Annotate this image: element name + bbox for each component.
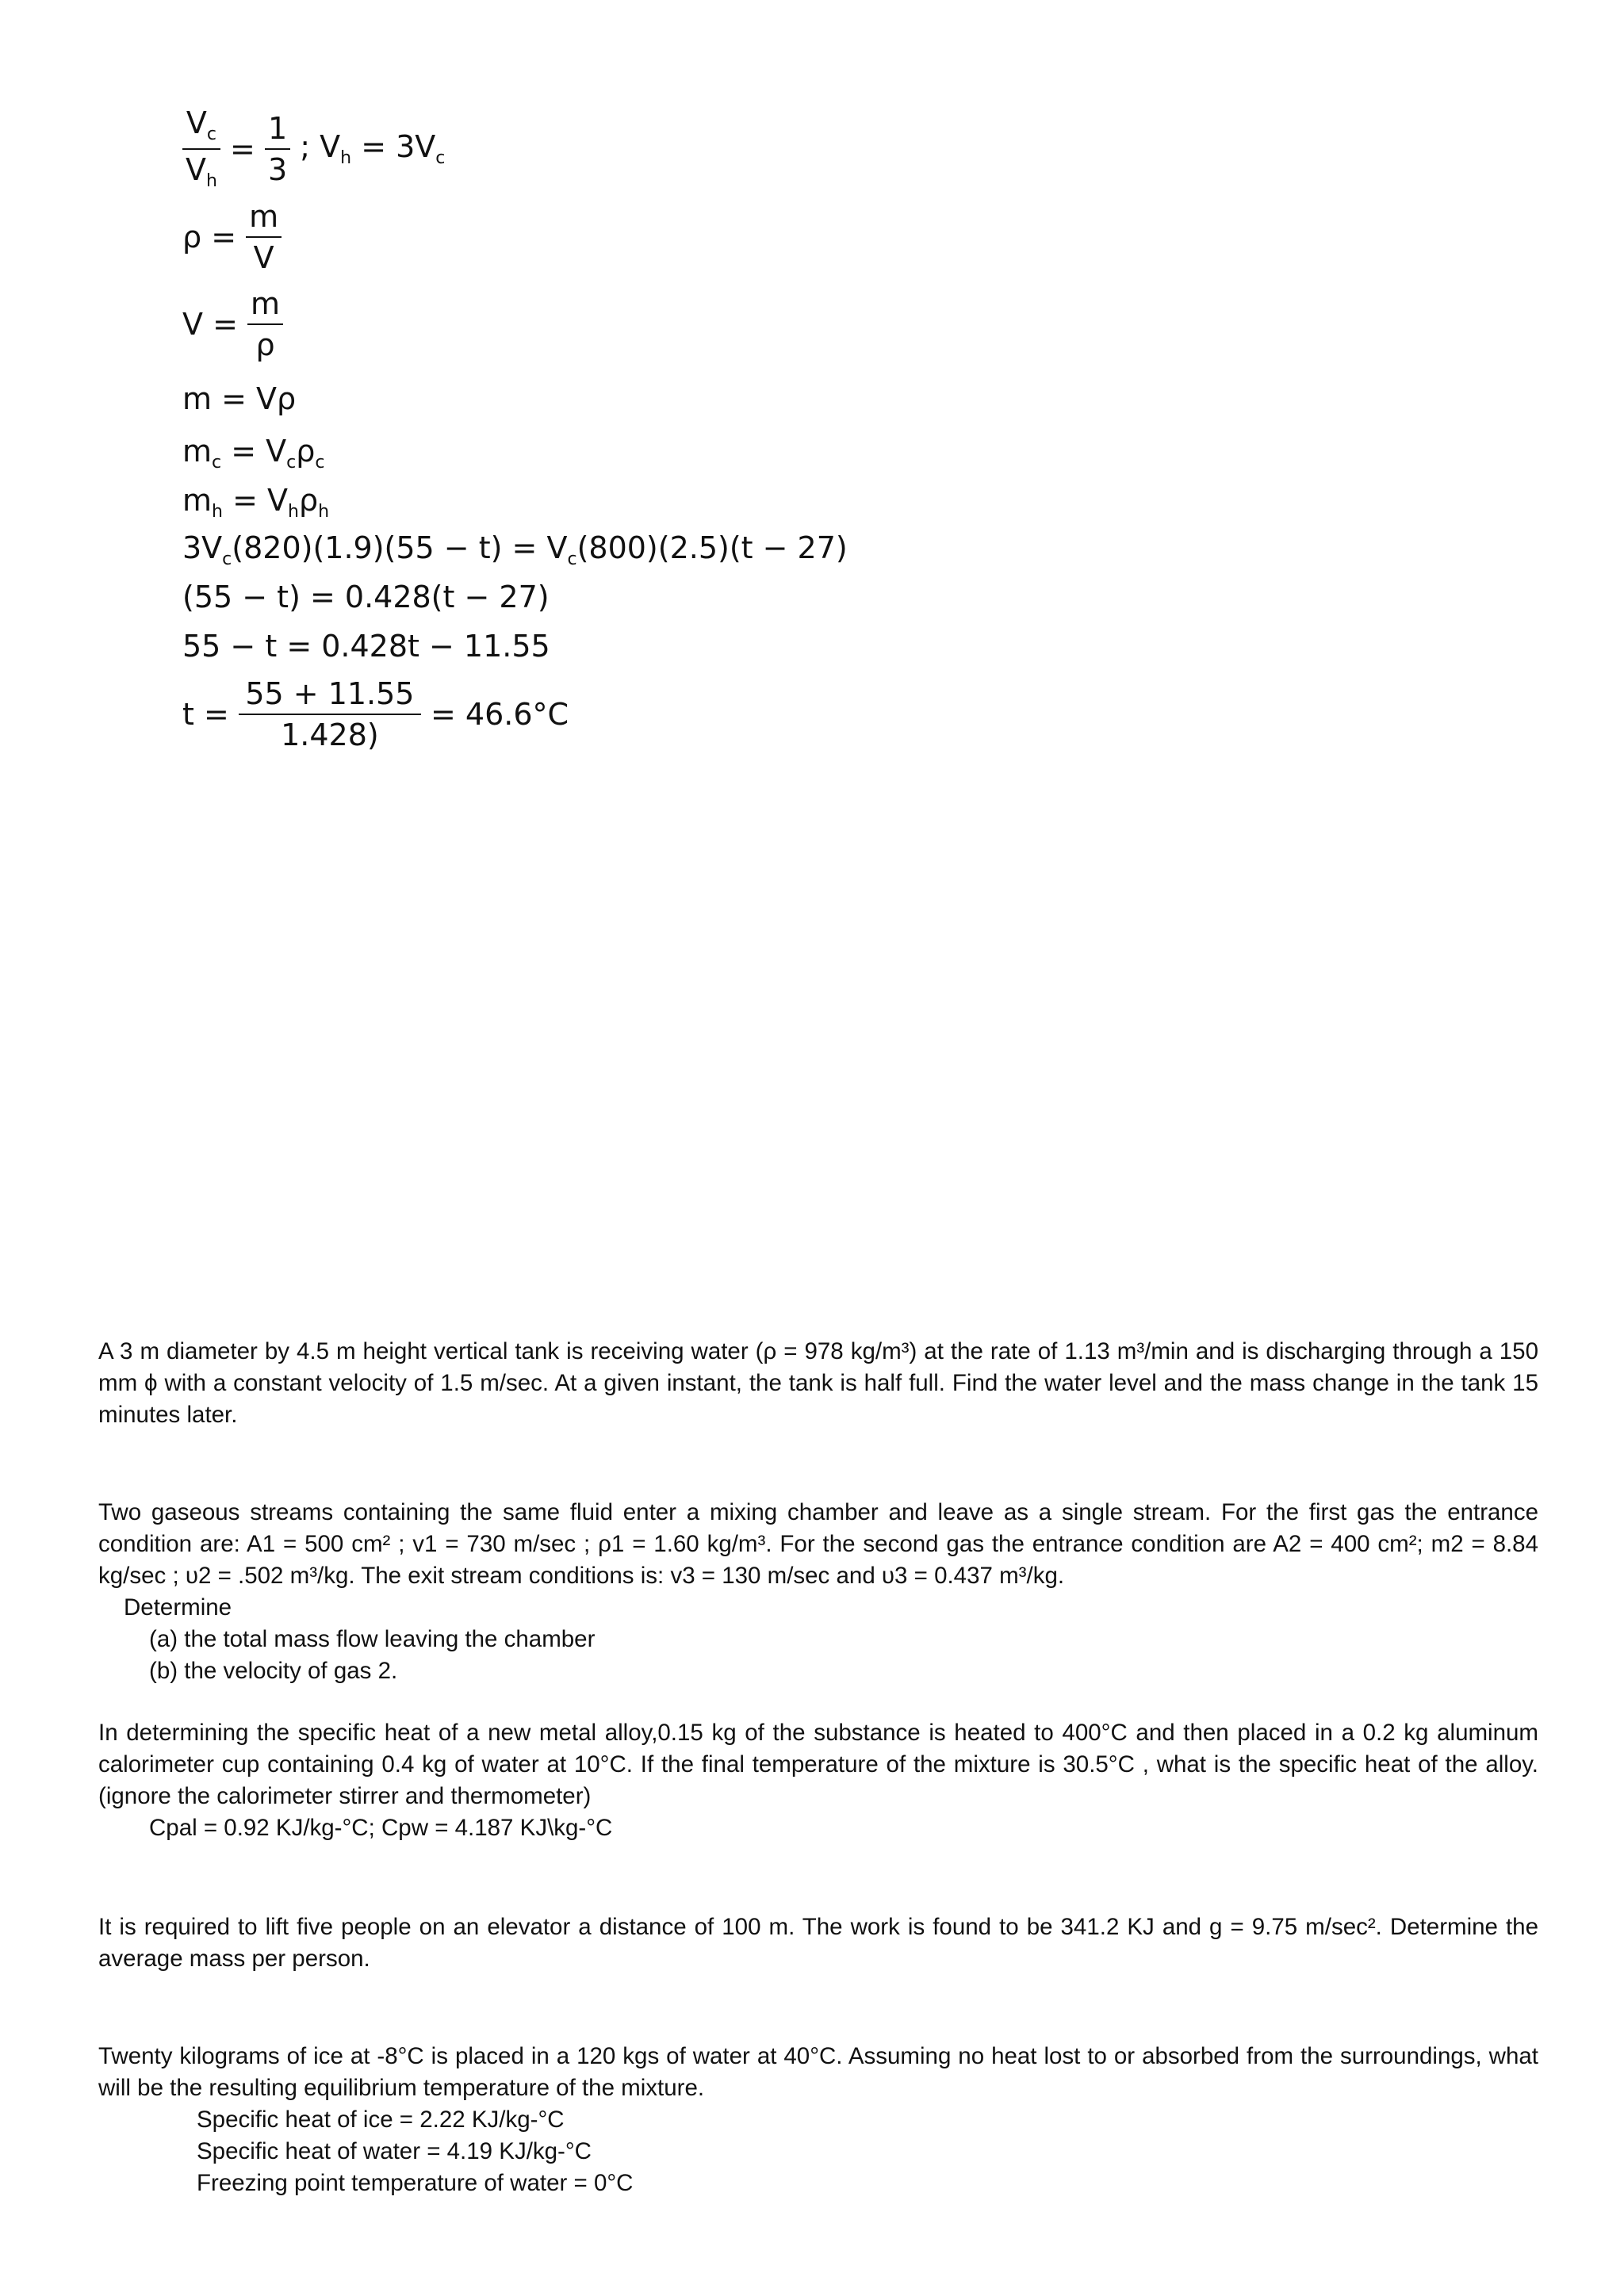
equation-heat-balance: $3V_c(820)(1.9)(55 - t) = V_c(800)(2.5)(t - 27)$	[182, 530, 848, 569]
problem-specific-heat	[98, 1717, 1538, 1844]
equation-density: ρ = $\frac{m}{V}$	[182, 201, 282, 273]
problem-mixing-text: Two gaseous streams containing the same fluid enter a mixing chamber and leave as a single stream. For the first gas the entrance condition are: A1 = 500 cm² ; v1 = 730 m/sec ; ρ1 = 1.60 kg/m³. For the second gas the entrance condition are A2 = 400 cm²; m2 = 8.84 kg/sec ; υ2 = .502 m³/kg. The exit stream conditions is: v3 = 130 m/sec and υ3 = 0.437 m³/kg.	[98, 1499, 1538, 1589]
equation-volume-ratio: $\frac{V_c}{V_h}$ = $\frac{1}{3}$ ; $V_h = 3V_c$	[182, 108, 445, 190]
problem-ice-water-text: Twenty kilograms of ice at -8°C is placed in a 120 kgs of water at 40°C. Assuming no heat lost to or absorbed from the surroundings, what will be the resulting equilibrium temperature of the mixture.	[98, 2043, 1538, 2101]
problem-tank	[98, 1336, 1538, 1431]
problem-ice-given-2: Specific heat of water = 4.19 KJ/kg-°C	[197, 2138, 592, 2164]
problem-specific-heat-text: In determining the specific heat of a new metal alloy,0.15 kg of the substance is heated to 400°C and then placed in a 0.2 kg aluminum calorimeter cup containing 0.4 kg of water at 10°C. If the final temperature of the mixture is 30.5°C , what is the specific heat of the alloy. (ignore the calorimeter stirrer and thermometer)	[98, 1720, 1538, 1809]
equation-final-temperature: t = $\frac{55 + 11.55}{1.428)}$ = 46.6°C	[182, 676, 569, 752]
problem-elevator-text: It is required to lift five people on an elevator a distance of 100 m. The work is found to be 341.2 KJ and g = 9.75 m/sec². Determine the average mass per person.	[98, 1914, 1538, 1972]
equation-expanded: 55 − t = 0.428t − 11.55	[182, 629, 550, 664]
problem-tank-text: A 3 m diameter by 4.5 m height vertical tank is receiving water (ρ = 978 kg/m³) at the rate of 1.13 m³/min and is discharging through a 150 mm ϕ with a constant velocity of 1.5 m/sec. At a given instant, the tank is half full. Find the water level and the mass change in the tank 15 minutes later.	[98, 1338, 1538, 1428]
problem-ice-given-1: Specific heat of ice = 2.22 KJ/kg-°C	[197, 2107, 565, 2133]
fraction-vc-over-vh: $\frac{V_c}{V_h}$	[182, 108, 220, 190]
problem-elevator	[98, 1911, 1538, 1975]
problem-mixing-part-a: (a) the total mass flow leaving the chamber	[149, 1626, 596, 1652]
problem-specific-heat-given: Cpal = 0.92 KJ/kg-°C; Cpw = 4.187 KJ\kg-°C	[149, 1815, 613, 1841]
problem-ice-given-3: Freezing point temperature of water = 0°C	[197, 2170, 634, 2196]
equation-simplified: (55 − t) = 0.428(t − 27)	[182, 580, 550, 614]
problem-mixing-part-b: (b) the velocity of gas 2.	[149, 1658, 398, 1684]
problem-ice-water	[98, 2041, 1538, 2199]
equation-volume: V = $\frac{m}{\rho}$	[182, 289, 283, 360]
equation-mass: m = Vρ	[182, 381, 297, 416]
problem-mixing-chamber	[98, 1497, 1538, 1687]
equation-mass-hot: $m_h = V_h\rho_h$	[182, 483, 330, 522]
fraction-one-third: $\frac{1}{3}$	[265, 113, 290, 185]
fraction-m-over-rho: $\frac{m}{\rho}$	[247, 289, 283, 360]
equation-mass-cold: $m_c = V_c\rho_c$	[182, 434, 325, 473]
fraction-t: $\frac{55 + 11.55}{1.428)}$	[239, 679, 421, 750]
fraction-m-over-v: $\frac{m}{V}$	[246, 201, 282, 273]
problem-mixing-determine: Determine	[124, 1594, 232, 1621]
